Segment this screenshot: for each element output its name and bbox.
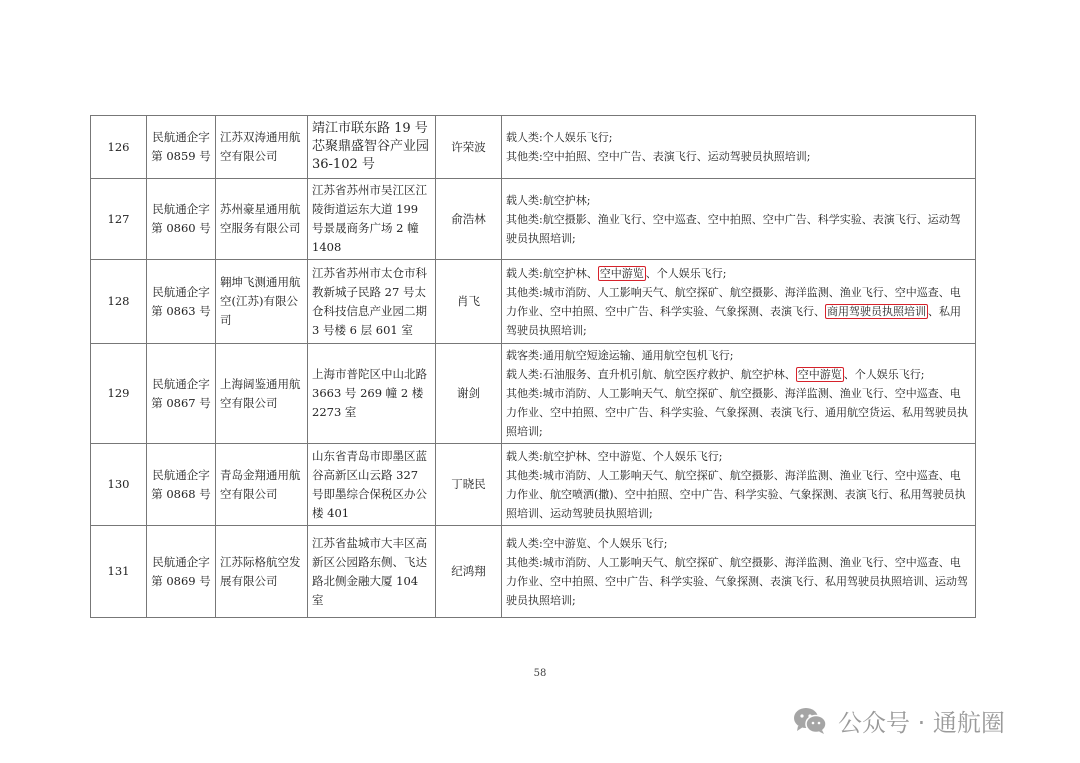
scope-text: 载人类:航空护林、 [506,266,598,280]
highlighted-term: 空中游览 [797,368,842,381]
company-address: 江苏省苏州市吴江区江陵街道运东大道 199 号景晟商务广场 2 幢 1408 [308,179,436,260]
scope-text: 、私用驾驶员执照培训; [506,304,961,337]
business-scope [502,444,976,526]
scope-text: 其他类:城市消防、人工影响天气、航空探矿、航空摄影、海洋监测、渔业飞行、空中巡查、电力作业、空中拍照、空中广告、科学实验、气象探测、表演飞行、通用航空货运、私用驾驶员执照培训; [506,387,968,438]
license-number: 民航通企字第 0860 号 [147,179,216,260]
company-address: 江苏省盐城市大丰区高新区公园路东侧、飞达路北侧金融大厦 104 室 [308,526,436,618]
scope-line [506,128,971,147]
wechat-icon [792,706,828,736]
table-row [91,444,976,526]
table-row [91,260,976,344]
scope-line [506,264,971,283]
table-row [91,526,976,618]
scope-text: 载人类:航空护林、空中游览、个人娱乐飞行; [506,449,723,463]
scope-text: 其他类:城市消防、人工影响天气、航空探矿、航空摄影、海洋监测、渔业飞行、空中巡查、电力作业、空中拍照、空中广告、科学实验、气象探测、表演飞行、 [506,285,961,318]
legal-representative: 谢剑 [436,344,502,444]
scope-text: 载人类:航空护林; [506,193,591,207]
scope-text: 、个人娱乐飞行; [645,266,727,280]
table-row [91,179,976,260]
company-address: 上海市普陀区中山北路 3663 号 269 幢 2 楼 2273 室 [308,344,436,444]
scope-text: 其他类:空中拍照、空中广告、表演飞行、运动驾驶员执照培训; [506,150,811,163]
permit-table [90,115,976,618]
license-number: 民航通企字第 0859 号 [147,116,216,179]
highlighted-term: 空中游览 [599,266,644,280]
row-index: 130 [91,444,147,526]
scope-line [506,210,971,248]
scope-text: 其他类:航空摄影、渔业飞行、空中巡查、空中拍照、空中广告、科学实验、表演飞行、运动驾驶员执照培训; [506,212,961,245]
scope-line [506,384,971,441]
company-address: 山东省青岛市即墨区蓝谷高新区山云路 327 号即墨综合保税区办公楼 401 [308,444,436,526]
table-row [91,116,976,179]
company-name: 上海阔鉴通用航空有限公司 [216,344,308,444]
watermark [792,703,1005,738]
business-scope [502,344,976,444]
permit-table-body [91,116,976,618]
page-number: 58 [533,668,547,679]
row-index: 126 [91,116,147,179]
scope-line [506,147,971,166]
watermark-text: 公众号 · 通航圈 [838,709,1005,737]
legal-representative: 俞浩林 [436,179,502,260]
company-name: 翱坤飞测通用航空(江苏)有限公司 [216,260,308,344]
scope-text: 载人类:个人娱乐飞行; [506,131,613,144]
scope-line [506,553,971,610]
license-number: 民航通企字第 0868 号 [147,444,216,526]
scope-text: 其他类:城市消防、人工影响天气、航空探矿、航空摄影、海洋监测、渔业飞行、空中巡查、电力作业、航空喷洒(撒)、空中拍照、空中广告、科学实验、气象探测、表演飞行、私用驾驶员执照培训、运动驾驶员执照培训; [506,468,966,520]
legal-representative: 许荣波 [436,116,502,179]
company-name: 青岛金翔通用航空有限公司 [216,444,308,526]
license-number: 民航通企字第 0867 号 [147,344,216,444]
row-index: 127 [91,179,147,260]
row-index: 128 [91,260,147,344]
scope-line [506,534,971,553]
license-number: 民航通企字第 0869 号 [147,526,216,618]
highlighted-term: 商用驾驶员执照培训 [827,304,926,318]
table-row [91,344,976,444]
scope-line [506,346,971,365]
company-name: 江苏双涛通用航空有限公司 [216,116,308,179]
scope-line [506,283,971,340]
business-scope [502,260,976,344]
business-scope [502,179,976,260]
scope-text: 载人类:空中游览、个人娱乐飞行; [506,536,668,550]
scope-text: 、个人娱乐飞行; [843,368,925,381]
scope-line [506,365,971,384]
license-number: 民航通企字第 0863 号 [147,260,216,344]
business-scope [502,526,976,618]
company-address: 靖江市联东路 19 号芯聚鼎盛智谷产业园 36-102 号 [308,116,436,179]
scope-line [506,191,971,210]
legal-representative: 丁晓民 [436,444,502,526]
scope-line [506,466,971,523]
scope-line [506,447,971,466]
company-name: 江苏际格航空发展有限公司 [216,526,308,618]
business-scope [502,116,976,179]
legal-representative: 肖飞 [436,260,502,344]
row-index: 129 [91,344,147,444]
legal-representative: 纪鸿翔 [436,526,502,618]
scope-text: 其他类:城市消防、人工影响天气、航空探矿、航空摄影、海洋监测、渔业飞行、空中巡查、电力作业、空中拍照、空中广告、科学实验、气象探测、表演飞行、私用驾驶员执照培训、运动驾驶员执照培训; [506,555,968,607]
company-address: 江苏省苏州市太仓市科教新城子民路 27 号太仓科技信息产业园二期 3 号楼 6 层 601 室 [308,260,436,344]
company-name: 苏州豪星通用航空服务有限公司 [216,179,308,260]
row-index: 131 [91,526,147,618]
scope-text: 载人类:石油服务、直升机引航、航空医疗救护、航空护林、 [506,368,796,381]
scope-text: 载客类:通用航空短途运输、通用航空包机飞行; [506,349,734,362]
